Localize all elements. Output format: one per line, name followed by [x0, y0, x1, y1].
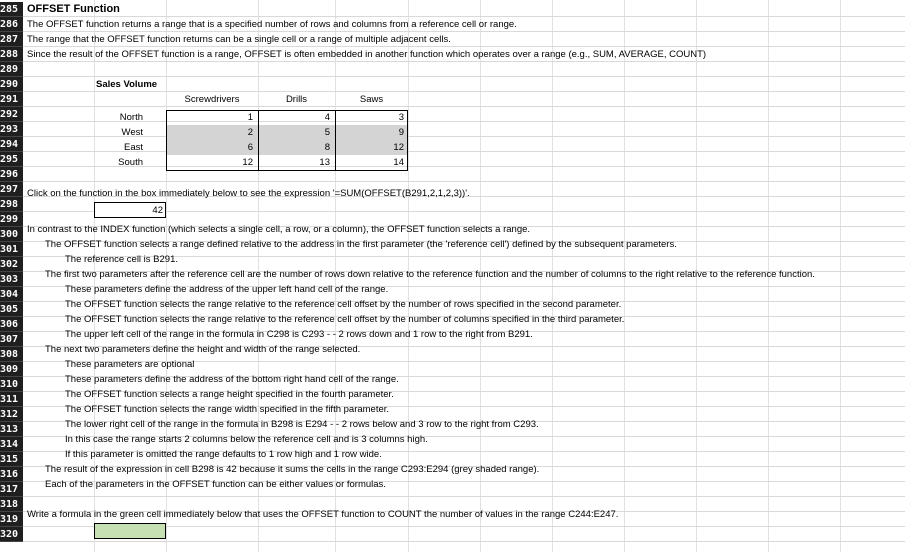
- table-label[interactable]: Sales Volume: [96, 79, 158, 90]
- row-header[interactable]: 319: [0, 512, 23, 527]
- table-cell[interactable]: 5: [324, 127, 330, 138]
- row-header[interactable]: 286: [0, 17, 23, 32]
- explanation-line[interactable]: Each of the parameters in the OFFSET function can be either values or formulas.: [45, 479, 386, 490]
- row-gridline: [23, 151, 905, 152]
- row-header[interactable]: 301: [0, 242, 23, 257]
- row-header[interactable]: 314: [0, 437, 23, 452]
- row-header[interactable]: 293: [0, 122, 23, 137]
- row-header[interactable]: 294: [0, 137, 23, 152]
- table-cell[interactable]: 3: [398, 112, 404, 123]
- table-col-header[interactable]: Screwdrivers: [184, 94, 240, 105]
- row-gridline: [23, 541, 905, 542]
- table-col-header[interactable]: Saws: [359, 94, 384, 105]
- row-header[interactable]: 299: [0, 212, 23, 227]
- col-gridline: [840, 0, 841, 552]
- row-header[interactable]: 312: [0, 407, 23, 422]
- row-header[interactable]: 306: [0, 317, 23, 332]
- explanation-line[interactable]: These parameters are optional: [65, 359, 195, 370]
- row-header[interactable]: 287: [0, 32, 23, 47]
- table-cell[interactable]: 13: [319, 157, 330, 168]
- row-header[interactable]: 317: [0, 482, 23, 497]
- explanation-line[interactable]: The OFFSET function selects the range relative to the reference cell offset by the number of columns specified in the third parameter.: [65, 314, 625, 325]
- explanation-line[interactable]: The OFFSET function selects a range height specified in the fourth parameter.: [65, 389, 394, 400]
- intro-line[interactable]: The range that the OFFSET function returns can be a single cell or a range of multiple adjacent cells.: [27, 34, 451, 45]
- region-label[interactable]: West: [121, 127, 143, 138]
- row-gridline: [23, 166, 905, 167]
- row-header[interactable]: 302: [0, 257, 23, 272]
- result-cell[interactable]: [94, 202, 166, 218]
- intro-line[interactable]: Since the result of the OFFSET function is a range, OFFSET is often embedded in another function which operates over a range (e.g., SUM, AVERAGE, COUNT): [27, 49, 707, 60]
- row-gridline: [23, 121, 905, 122]
- answer-input-cell[interactable]: [94, 523, 166, 539]
- row-header[interactable]: 289: [0, 62, 23, 77]
- region-label[interactable]: East: [123, 142, 143, 153]
- explanation-line[interactable]: If this parameter is omitted the range defaults to 1 row high and 1 row wide.: [65, 449, 382, 460]
- explanation-line[interactable]: The OFFSET function selects the range width specified in the fifth parameter.: [65, 404, 390, 415]
- row-header[interactable]: 315: [0, 452, 23, 467]
- table-cell[interactable]: 4: [324, 112, 330, 123]
- row-gridline: [23, 496, 905, 497]
- row-header[interactable]: 295: [0, 152, 23, 167]
- row-header[interactable]: 311: [0, 392, 23, 407]
- table-col-header[interactable]: Drills: [285, 94, 308, 105]
- explanation-line[interactable]: The lower right cell of the range in the formula in B298 is E294 - - 2 rows below and 3 row to the right from C293.: [65, 419, 539, 430]
- table-cell[interactable]: 12: [393, 142, 404, 153]
- table-cell[interactable]: 2: [247, 127, 253, 138]
- row-header[interactable]: 300: [0, 227, 23, 242]
- region-label[interactable]: South: [118, 157, 143, 168]
- table-cell[interactable]: 8: [324, 142, 330, 153]
- explanation-line[interactable]: In this case the range starts 2 columns below the reference cell and is 3 columns high.: [65, 434, 428, 445]
- row-gridline: [23, 181, 905, 182]
- table-cell[interactable]: 1: [247, 112, 253, 123]
- row-header[interactable]: 310: [0, 377, 23, 392]
- explanation-line[interactable]: In contrast to the INDEX function (which selects a single cell, a row, or a column), the OFFSET function selects a range.: [27, 224, 531, 235]
- row-header[interactable]: 298: [0, 197, 23, 212]
- row-header[interactable]: 320: [0, 527, 23, 542]
- row-header[interactable]: 304: [0, 287, 23, 302]
- row-header[interactable]: 288: [0, 47, 23, 62]
- row-header[interactable]: 309: [0, 362, 23, 377]
- row-header[interactable]: 290: [0, 77, 23, 92]
- explanation-line[interactable]: These parameters define the address of the upper left hand cell of the range.: [65, 284, 389, 295]
- explanation-line[interactable]: The reference cell is B291.: [65, 254, 179, 265]
- row-header[interactable]: 316: [0, 467, 23, 482]
- explanation-line[interactable]: The OFFSET function selects the range relative to the reference cell offset by the number of rows specified in the second parameter.: [65, 299, 622, 310]
- row-header[interactable]: 307: [0, 332, 23, 347]
- explanation-line[interactable]: The upper left cell of the range in the formula in C298 is C293 - - 2 rows down and 1 row to the right from B291.: [65, 329, 533, 340]
- row-header[interactable]: 305: [0, 302, 23, 317]
- exercise-instruction[interactable]: Write a formula in the green cell immediately below that uses the OFFSET function to COUNT the number of values in the range C244:E247.: [27, 509, 619, 520]
- row-header[interactable]: 297: [0, 182, 23, 197]
- explanation-line[interactable]: The next two parameters define the height and width of the range selected.: [45, 344, 361, 355]
- explanation-line[interactable]: The first two parameters after the reference cell are the number of rows down relative to the reference function and the number of columns to the right relative to the reference function.: [45, 269, 815, 280]
- table-cell[interactable]: 12: [242, 157, 253, 168]
- row-gridline: [23, 136, 905, 137]
- table-cell[interactable]: 14: [393, 157, 404, 168]
- row-header[interactable]: 318: [0, 497, 23, 512]
- region-label[interactable]: North: [119, 112, 143, 123]
- click-instruction[interactable]: Click on the function in the box immediately below to see the expression '=SUM(OFFSET(B291,2,1,2,3))'.: [27, 188, 470, 199]
- explanation-line[interactable]: These parameters define the address of the bottom right hand cell of the range.: [65, 374, 399, 385]
- row-header[interactable]: 285: [0, 2, 23, 17]
- intro-line[interactable]: The OFFSET function returns a range that is a specified number of rows and columns from a reference cell or range.: [27, 19, 517, 30]
- row-header[interactable]: 291: [0, 92, 23, 107]
- explanation-line[interactable]: The OFFSET function selects a range defined relative to the address in the first parameter (the 'reference cell') defined by the subsequent parameters.: [45, 239, 677, 250]
- table-cell[interactable]: 6: [247, 142, 253, 153]
- table-cell[interactable]: 9: [398, 127, 404, 138]
- result-value: 42: [152, 205, 163, 216]
- row-header[interactable]: 313: [0, 422, 23, 437]
- explanation-line[interactable]: The result of the expression in cell B298 is 42 because it sums the cells in the range C293:E294 (grey shaded range).: [45, 464, 540, 475]
- row-header[interactable]: 308: [0, 347, 23, 362]
- row-header[interactable]: 296: [0, 167, 23, 182]
- row-gridline: [23, 106, 905, 107]
- sheet-title[interactable]: OFFSET Function: [27, 3, 120, 15]
- row-header[interactable]: 303: [0, 272, 23, 287]
- row-header[interactable]: 292: [0, 107, 23, 122]
